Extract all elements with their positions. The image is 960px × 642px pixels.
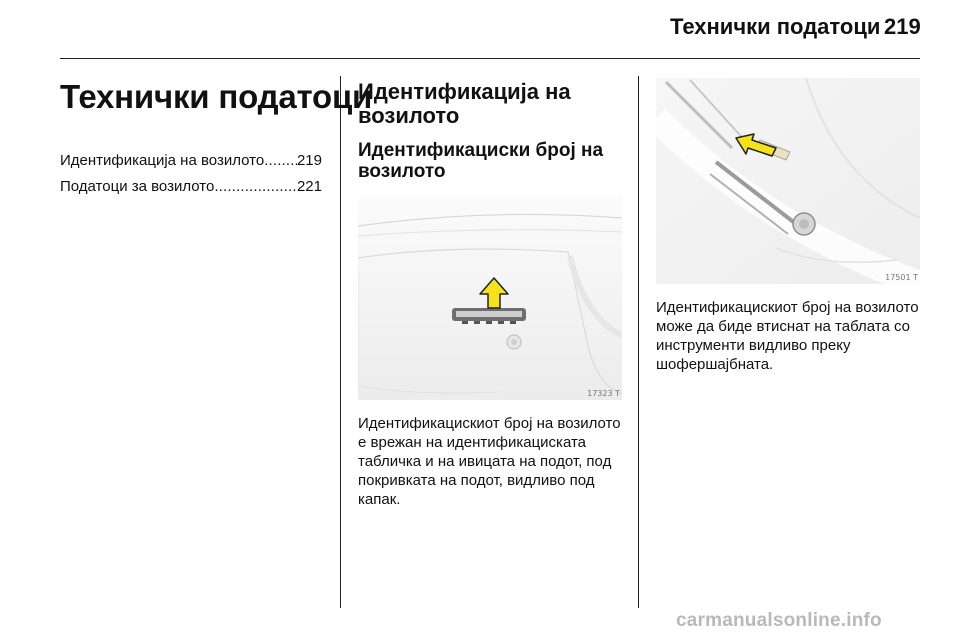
section-heading: Идентификација на возилото <box>358 79 571 128</box>
toc-entry-vehicle-data[interactable] <box>60 178 322 195</box>
figure-number: 17323 T <box>587 389 620 398</box>
toc-entry-text: Идентификација на возилото <box>60 152 265 169</box>
figure-number: 17501 T <box>885 273 918 282</box>
windscreen-vin-illustration <box>656 78 920 284</box>
page-number: 219 <box>884 14 921 39</box>
subsection-heading: Идентификациски број на возилото <box>358 140 604 182</box>
toc-leader-dots <box>264 152 297 169</box>
floor-vin-illustration <box>358 196 622 400</box>
toc-entry-text: Податоци за возилото <box>60 178 215 195</box>
toc-entry-vehicle-identification[interactable] <box>60 152 322 169</box>
toc-entry-page: 219 <box>296 152 322 169</box>
column-divider-1 <box>340 76 341 608</box>
chapter-title: Технички податоци <box>60 78 373 115</box>
running-header-title: Технички податоци <box>670 14 881 39</box>
column-divider-2 <box>638 76 639 608</box>
toc-leader-dots <box>214 178 297 195</box>
figure-floor-plate <box>358 196 622 400</box>
watermark: carmanualsonline.info <box>676 610 882 631</box>
body-paragraph: Идентификацискиот број на возилото може да биде втиснат на таблата со инструменти видливо преку шофершајбната. <box>656 299 919 373</box>
body-paragraph: Идентификацискиот број на возилото е врежан на идентификациската табличка и на ивицата на подот, под покривката на подот, видливо под капак. <box>358 415 621 508</box>
figure-windscreen-plate <box>656 78 920 284</box>
header-rule <box>60 58 920 59</box>
toc-entry-page: 221 <box>296 178 322 195</box>
